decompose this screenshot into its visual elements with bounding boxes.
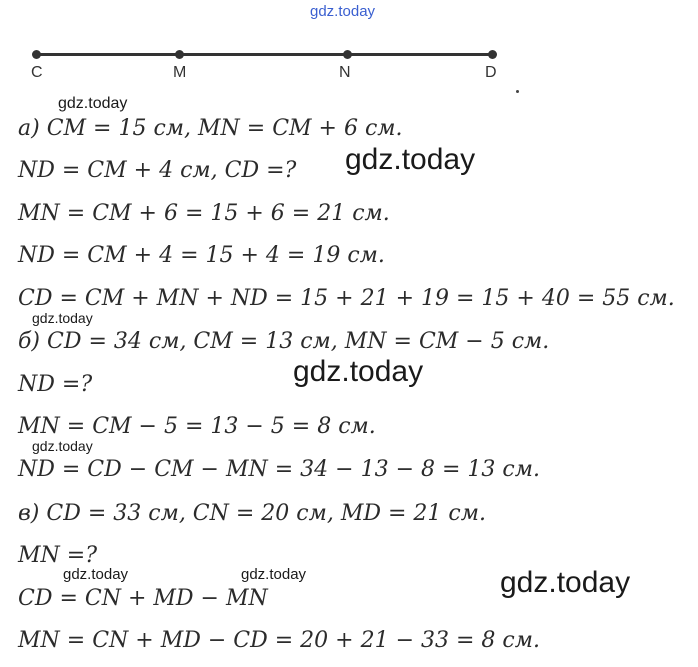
watermark-top: gdz.today xyxy=(310,3,376,20)
solution-line-a-cd: CD = CM + MN + ND = 15 + 21 + 19 = 15 + 40 = 55 см. xyxy=(18,286,675,311)
solution-line-b-question: ND =? xyxy=(18,372,93,397)
watermark-4: gdz.today xyxy=(293,355,424,388)
solution-line-a-mn: MN = CM + 6 = 15 + 6 = 21 см. xyxy=(18,201,390,226)
solution-line-a-nd: ND = CM + 4 = 15 + 4 = 19 см. xyxy=(18,243,385,268)
solution-line-b-given: б) CD = 34 см, CM = 13 см, MN = CM − 5 см. xyxy=(18,329,550,354)
stray-dot xyxy=(516,90,519,93)
watermark-3: gdz.today xyxy=(32,310,93,326)
point-m-dot xyxy=(175,50,184,59)
solution-line-a-question: ND = CM + 4 см, CD =? xyxy=(18,158,297,183)
solution-line-b-nd: ND = CD − CM − MN = 34 − 13 − 8 = 13 см. xyxy=(18,457,540,482)
solution-line-c-given: в) CD = 33 см, CN = 20 см, MD = 21 см. xyxy=(18,501,486,526)
solution-line-c-mn: MN = CN + MD − CD = 20 + 21 − 33 = 8 см. xyxy=(18,628,540,653)
watermark-1: gdz.today xyxy=(58,95,128,112)
solution-line-b-mn: MN = CM − 5 = 13 − 5 = 8 см. xyxy=(18,414,376,439)
solution-line-c-cd: CD = CN + MD − MN xyxy=(18,586,268,611)
point-d-label: D xyxy=(485,64,497,81)
point-n-dot xyxy=(343,50,352,59)
watermark-7: gdz.today xyxy=(241,566,307,583)
watermark-5: gdz.today xyxy=(32,438,93,454)
segment-line xyxy=(36,53,493,56)
point-c-dot xyxy=(32,50,41,59)
solution-line-a-given: а) CM = 15 см, MN = CM + 6 см. xyxy=(18,116,403,141)
point-n-label: N xyxy=(339,64,351,81)
watermark-8: gdz.today xyxy=(500,566,631,599)
point-c-label: C xyxy=(31,64,43,81)
point-m-label: M xyxy=(173,64,187,81)
point-d-dot xyxy=(488,50,497,59)
watermark-2: gdz.today xyxy=(345,143,476,176)
solution-line-c-question: MN =? xyxy=(18,543,97,568)
watermark-6: gdz.today xyxy=(63,566,129,583)
